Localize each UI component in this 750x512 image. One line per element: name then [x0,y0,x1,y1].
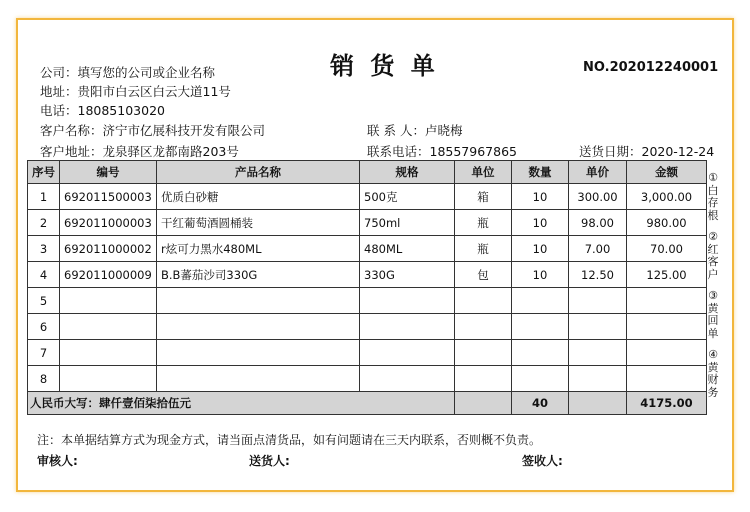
row-index: 1 [28,184,60,210]
row-index: 4 [28,262,60,288]
copy-label-char: 白 [707,183,719,197]
row-amount [627,314,707,340]
header-index: 序号 [28,161,60,184]
total-empty-cell [569,392,627,415]
copy-label-char: 红 [707,242,719,256]
row-amount: 980.00 [627,210,707,236]
copy-label-char: 回 [707,314,719,327]
header-price: 单价 [569,161,627,184]
row-product [157,366,360,392]
table-row [28,340,707,366]
row-qty: 10 [512,262,569,288]
row-qty: 10 [512,184,569,210]
row-spec: 480ML [360,236,455,262]
auditor-label: 审核人: [37,454,78,468]
copy-label-char: 黄 [707,301,719,315]
header-spec: 规格 [360,161,455,184]
row-code [60,340,157,366]
row-product: 优质白砂糖 [157,184,360,210]
table-row [28,236,707,262]
copy-label-char: 存 [707,196,719,209]
table-row [28,288,707,314]
row-price: 300.00 [569,184,627,210]
row-qty [512,288,569,314]
row-spec [360,288,455,314]
copy-label-char: 务 [707,385,719,399]
row-unit: 箱 [455,184,512,210]
row-product: 干红葡萄酒圆桶装 [157,210,360,236]
row-price [569,288,627,314]
copy-label-char: 客 [707,255,719,268]
total-amount: 4175.00 [627,392,707,415]
row-code: 692011500003 [60,184,157,210]
row-unit: 瓶 [455,210,512,236]
copy-label-char: ① [708,171,718,184]
row-product: r炫可力黑水480ML [157,236,360,262]
table-row [28,366,707,392]
row-qty [512,314,569,340]
customer-address: 客户地址：龙泉驿区龙都南路203号 [40,144,239,159]
row-product: B.B蕃茄沙司330G [157,262,360,288]
row-unit: 包 [455,262,512,288]
company-address: 地址：贵阳市白云区白云大道11号 [40,84,231,99]
row-code [60,314,157,340]
row-spec: 500克 [360,184,455,210]
row-code: 692011000003 [60,210,157,236]
copy-label [706,349,720,399]
copy-label-char: 户 [707,267,719,281]
row-amount: 3,000.00 [627,184,707,210]
row-amount [627,366,707,392]
header-product: 产品名称 [157,161,360,184]
row-index: 5 [28,288,60,314]
contact-person: 联 系 人：卢晓梅 [367,123,463,138]
row-unit [455,366,512,392]
header-code: 编号 [60,161,157,184]
row-product [157,314,360,340]
row-qty [512,340,569,366]
row-index: 3 [28,236,60,262]
row-index: 6 [28,314,60,340]
row-index: 8 [28,366,60,392]
copy-label-char: 根 [707,208,719,222]
row-amount: 125.00 [627,262,707,288]
company-name: 公司：填写您的公司或企业名称 [40,65,216,80]
copy-label-char: 单 [707,326,719,340]
document-title: 销 货 单 [330,52,439,80]
copy-label-char: ③ [708,289,718,302]
row-price [569,340,627,366]
footer-note: 注：本单据结算方式为现金方式，请当面点清货品，如有问题请在三天内联系，否则概不负责。 [37,433,542,447]
copy-label-char: 黄 [707,360,719,374]
row-spec: 330G [360,262,455,288]
document-number: NO.202012240001 [583,60,719,75]
row-price: 7.00 [569,236,627,262]
copy-label-char: ④ [708,348,718,361]
row-amount: 70.00 [627,236,707,262]
contact-phone: 联系电话：18557967865 [367,144,517,159]
copy-label-char: 财 [707,373,719,386]
customer-name: 客户名称：济宁市亿展科技开发有限公司 [40,123,266,138]
copy-label-char: ② [708,230,718,243]
row-code: 692011000002 [60,236,157,262]
row-index: 7 [28,340,60,366]
row-spec [360,366,455,392]
row-qty: 10 [512,210,569,236]
table-row [28,314,707,340]
items-table [27,160,707,415]
row-price: 12.50 [569,262,627,288]
row-product [157,288,360,314]
row-unit: 瓶 [455,236,512,262]
header-unit: 单位 [455,161,512,184]
company-phone: 电话：18085103020 [40,103,165,118]
total-empty-cell [455,392,512,415]
total-row [28,392,707,415]
header-amount: 金额 [627,161,707,184]
table-row [28,210,707,236]
row-unit [455,288,512,314]
row-price [569,314,627,340]
row-spec: 750ml [360,210,455,236]
receiver-label: 签收人: [522,454,563,468]
header-qty: 数量 [512,161,569,184]
row-spec [360,314,455,340]
row-spec [360,340,455,366]
table-row [28,262,707,288]
row-unit [455,314,512,340]
row-amount [627,288,707,314]
copy-label [706,172,720,222]
total-in-words: 人民币大写：肆仟壹佰柒拾伍元 [28,392,455,415]
deliverer-label: 送货人: [249,454,290,468]
row-index: 2 [28,210,60,236]
row-code [60,366,157,392]
row-qty [512,366,569,392]
row-qty: 10 [512,236,569,262]
row-code: 692011000009 [60,262,157,288]
total-quantity: 40 [512,392,569,415]
copy-label [706,231,720,281]
row-amount [627,340,707,366]
table-row [28,184,707,210]
delivery-date: 送货日期：2020-12-24 [579,144,715,159]
table-header-row [28,161,707,184]
row-product [157,340,360,366]
row-code [60,288,157,314]
row-price [569,366,627,392]
row-unit [455,340,512,366]
row-price: 98.00 [569,210,627,236]
copy-label [706,290,720,340]
copy-labels [706,172,720,408]
